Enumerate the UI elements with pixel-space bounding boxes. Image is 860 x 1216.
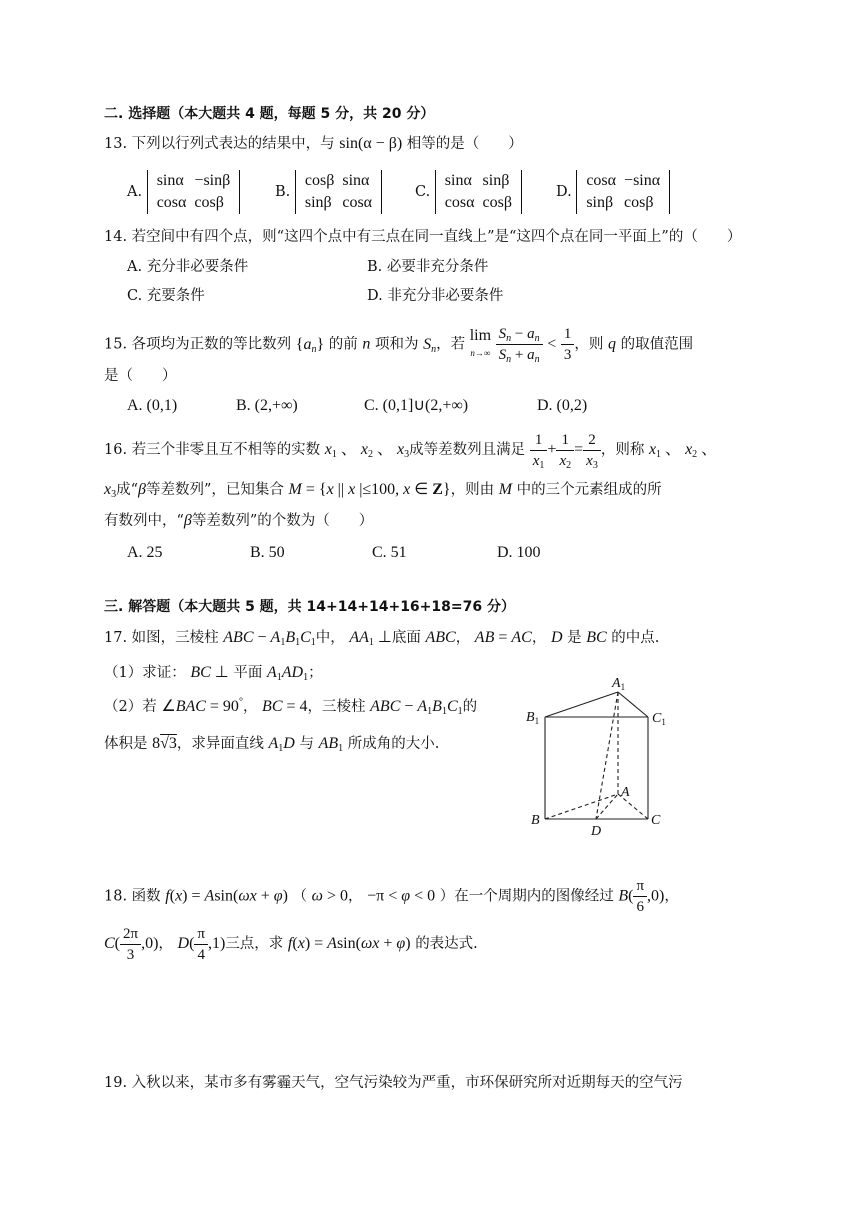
determinant: cosα −sinα sinβ cosβ [576,170,670,214]
question-17-stem: 17. 如图，三棱柱 ABC − $A_1B_1C_1$中， $AA_1$ ⊥底面 ABC， AB = AC， D 是 BC 的中点. [104,629,660,648]
q15-option-b[interactable]: B. (2,+∞) [236,397,298,414]
determinant: sinα sinβ cosα cosβ [435,170,522,214]
question-17-part-1: （1）求证： BC ⊥ 平面 $A_1AD_1$； [104,664,323,683]
question-18-stem: 18. 函数 f(x) = Asin(ωx + φ) （ ω > 0， −π < φ < 0 ）在一个周期内的图像经过 B( $\frac{\pi}{6}$ ,0)， [104,878,679,915]
label-a: A [621,785,630,800]
question-19-stem: 19. 入秋以来，某市多有雾霾天气，空气污染较为严重，市环保研究所对近期每天的空气污 [104,1075,683,1091]
question-16-stem: 16. 若三个非零且互不相等的实数 $x_1$ 、 $x_2$ 、 $x_3$成等差数列且满足 $\frac{1}{x_1}$ + $\frac{1}{x_2}$ = $\frac{2}{x_3}$ ，则称 $x_1$ 、 $x_2$ 、 [104,431,718,471]
label-a1: $A_1$ [612,676,626,692]
section-2-heading: 二. 选择题（本大题共 4 题，每题 5 分，共 20 分） [104,106,435,122]
q16-option-c[interactable]: C. 51 [372,544,407,561]
q15-option-d[interactable]: D. (0,2) [537,397,588,414]
q14-option-c[interactable]: C. 充要条件 [127,288,205,304]
question-18-line2: C( $\frac{2\pi}{3}$ ,0)， D( $\frac{\pi}{4}$ ,1)三点，求 f(x) = Asin(ωx + φ) 的表达式. [104,925,478,963]
q14-option-b[interactable]: B. 必要非充分条件 [367,259,489,275]
edge-b1-a1 [545,692,618,717]
label-c: C [651,813,661,828]
determinant: cosβ sinα sinβ cosα [295,170,382,214]
edge-a1-c1 [618,692,648,717]
q13-option-d[interactable]: D. cosα −sinα sinβ cosβ [556,170,670,214]
question-15-stem: 15. 各项均为正数的等比数列 $\{a_n\}$ 的前 n 项和为 $S_n$，若 lim n→∞ $\frac{S_n - a_n}{S_n + a_n}$ < $\frac{1}{3}$ ，则 q 的取值范围 [104,326,694,365]
question-13-stem: 13. 下列以行列式表达的结果中，与 sin(α − β) 相等的是（ ） [104,135,523,152]
q14-option-d[interactable]: D. 非充分非必要条件 [367,288,504,304]
sin-difference-expr: sin(α − β) [339,135,403,152]
q15-option-c[interactable]: C. (0,1]∪(2,+∞) [364,397,469,414]
label-b: B [531,813,540,828]
label-d: D [591,824,602,839]
question-17-part-2: （2）若 ∠BAC = 90°， BC = 4，三棱柱 ABC − $A_1B_1C_1$的 [104,696,478,717]
q16-option-d[interactable]: D. 100 [497,544,541,561]
prism-figure [520,672,680,842]
section-3-heading: 三. 解答题（本大题共 5 题，共 14+14+14+16+18=76 分） [104,599,515,615]
question-16-line2: $x_3$成“β等差数列”，已知集合 M = {x || x |≤100, x ∈ Z}，则由 M 中的三个元素组成的所 [104,481,662,500]
determinant: sinα −sinβ cosα cosβ [147,170,241,214]
q13-option-a[interactable]: A. sinα −sinβ cosα cosβ [127,170,240,214]
q16-option-b[interactable]: B. 50 [250,544,285,561]
q15-option-a[interactable]: A. (0,1) [127,397,178,414]
label-b1: $B_1$ [526,710,540,726]
question-17-part-2-line2: 体积是 8√3，求异面直线 $A_1D$ 与 $AB_1$ 所成角的大小. [104,735,440,754]
question-14-stem: 14. 若空间中有四个点，则“这四个点中有三点在同一直线上”是“这四个点在同一平面上”的（ ） [104,229,742,245]
label-c1: $C_1$ [652,711,666,727]
question-16-line3: 有数列中，“β等差数列”的个数为（ ） [104,512,374,529]
question-15-line2: 是（ ） [104,368,177,384]
q13-option-c[interactable]: C. sinα sinβ cosα cosβ [415,170,522,214]
q16-option-a[interactable]: A. 25 [127,544,163,561]
q13-option-b[interactable]: B. cosβ sinα sinβ cosα [275,170,382,214]
q14-option-a[interactable]: A. 充分非必要条件 [127,259,249,275]
